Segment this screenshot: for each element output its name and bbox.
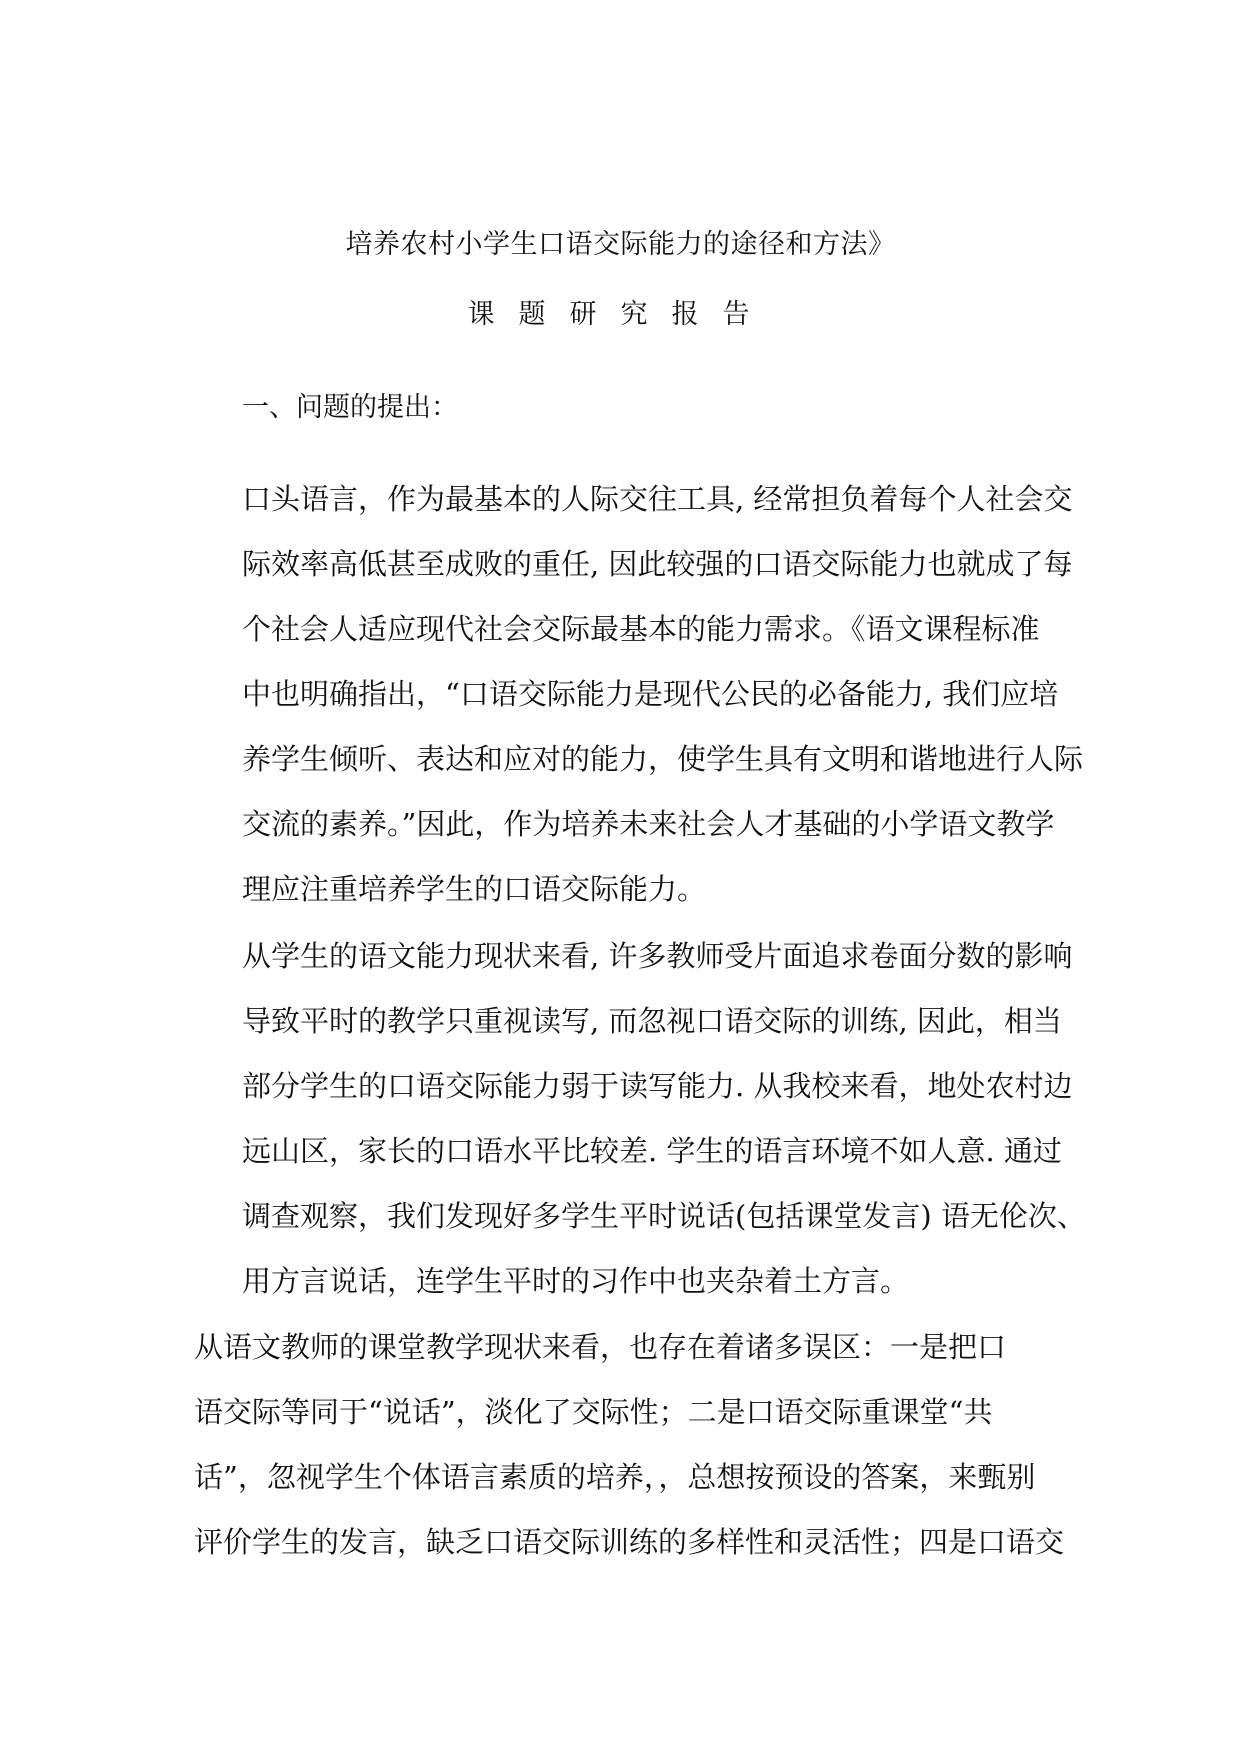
paragraph-line: 交流的素养。”因此，作为培养未来社会人才基础的小学语文教学 (242, 807, 1055, 841)
paragraph-line: 口头语言，作为最基本的人际交往工具, 经常担负着每个人社会交 (242, 482, 1073, 516)
paragraph-line: 调查观察，我们发现好多学生平时说话(包括课堂发言) 语无伦次、 (242, 1199, 1086, 1233)
paragraph-line: 从学生的语文能力现状来看, 许多教师受片面追求卷面分数的影响 (242, 939, 1073, 973)
paragraph-line: 语交际等同于“说话”，淡化了交际性；二是口语交际重课堂“共 (194, 1395, 993, 1429)
paragraph-line: 远山区，家长的口语水平比较差. 学生的语言环境不如人意. 通过 (242, 1134, 1062, 1168)
paragraph-line: 话”，忽视学生个体语言素质的培养，，总想按预设的答案，来甄别 (194, 1460, 1036, 1494)
paragraph-line: 中也明确指出，“口语交际能力是现代公民的必备能力, 我们应培 (242, 677, 1059, 711)
paragraph-line: 导致平时的教学只重视读写, 而忽视口语交际的训练, 因此，相当 (242, 1004, 1062, 1038)
paragraph-line: 评价学生的发言，缺乏口语交际训练的多样性和灵活性；四是口语交 (194, 1525, 1065, 1559)
paragraph-line: 理应注重培养学生的口语交际能力。 (242, 872, 707, 906)
paragraph-importance (242, 467, 1083, 922)
document-subtitle: 课题研究报告 (467, 299, 774, 330)
paragraph-student-status (242, 924, 1086, 1314)
paragraph-line: 部分学生的口语交际能力弱于读写能力. 从我校来看，地处农村边 (242, 1069, 1073, 1103)
paragraph-line: 从语文教师的课堂教学现状来看，也存在着诸多误区：一是把口 (194, 1330, 1007, 1364)
document-title: 培养农村小学生口语交际能力的途径和方法》 (345, 229, 896, 260)
paragraph-line: 际效率高低甚至成败的重任, 因此较强的口语交际能力也就成了每 (242, 547, 1073, 581)
paragraph-line: 养学生倾听、表达和应对的能力，使学生具有文明和谐地进行人际 (242, 742, 1084, 776)
paragraph-teacher-status (194, 1315, 1064, 1575)
paragraph-line: 个社会人适应现代社会交际最基本的能力需求。《语文课程标准 (242, 612, 1040, 646)
paragraph-line: 用方言说话，连学生平时的习作中也夹杂着土方言。 (242, 1264, 910, 1298)
section-heading: 一、问题的提出： (242, 392, 458, 423)
